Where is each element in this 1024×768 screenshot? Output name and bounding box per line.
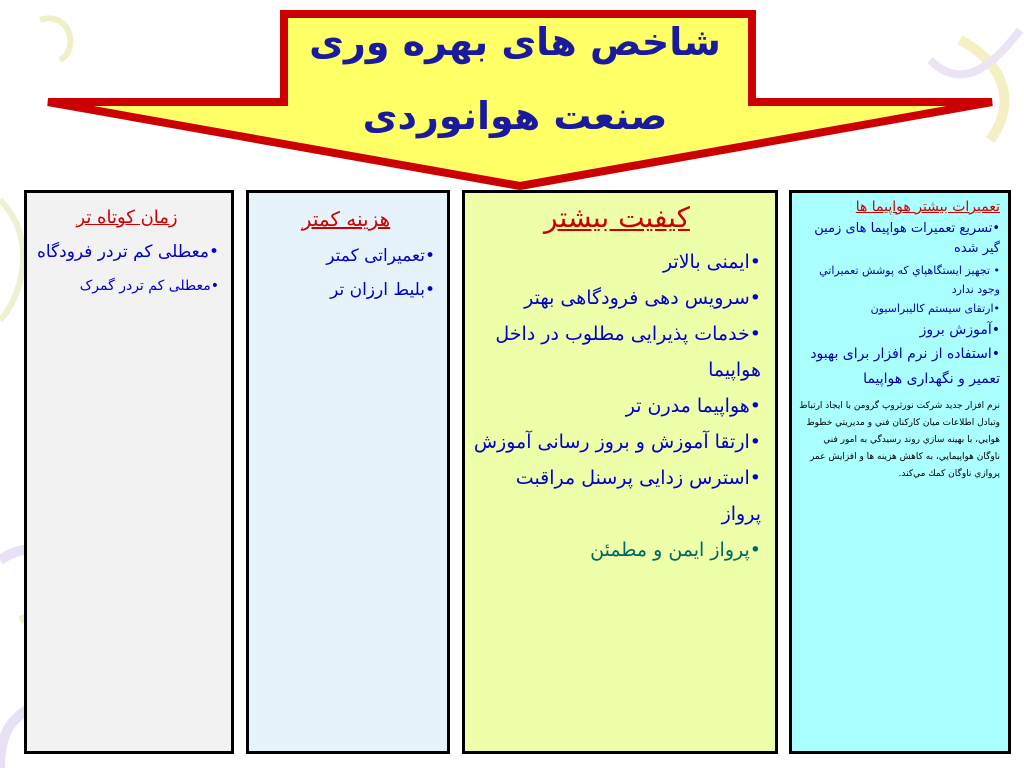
list-item: •ایمنی بالاتر <box>662 251 761 273</box>
title-line-1: شاخص های بهره وری <box>309 20 721 64</box>
list-item: •ارتقا آموزش و بروز رسانی آموزش <box>473 431 761 453</box>
list-item: •استرس زدایی پرسنل مراقبت پرواز <box>515 467 761 525</box>
column-quality <box>462 190 778 754</box>
maintenance-note: نرم افزار جديد شركت نورثروپ گرومن با ايجاد ارتباط وتبادل اطلاعات ميان كاركنان فني و مديريتي خطوط هوايي، با بهينه سازي روند رسيدگي به امور فني ناوگان هواپيمايي، به كاهش هزينه ها و افزايش عمر پروازي ناوگان كمك مي‌كند. <box>799 401 1000 479</box>
list-item: •معطلی کم تردر گمرک <box>79 278 219 294</box>
list-item: •معطلی کم تردر فرودگاه <box>36 242 219 262</box>
list-item: •تسریع تعمیرات هواپیما های زمین گیر شده <box>814 221 1000 256</box>
list-item: •تعمیراتی کمتر <box>326 246 435 266</box>
list-item: •خدمات پذیرایی مطلوب در داخل هواپیما <box>495 323 761 381</box>
column-quality-heading: کیفیت بیشتر <box>544 201 690 234</box>
list-item: • تجهيز ايستگاهپاي كه پوشش تعميراتي وجود ندارد <box>819 264 1000 296</box>
column-time <box>24 190 234 754</box>
list-item: •ارتقای سیستم کالیبراسیون <box>870 302 1000 315</box>
list-item: •استفاده از نرم افزار برای بهبود تعمیر و نگهداری هواپیما <box>810 346 1000 387</box>
list-item: •سرویس دهی فرودگاهی بهتر <box>524 287 761 309</box>
column-cost <box>246 190 450 754</box>
list-item: •آموزش بروز <box>919 322 1000 338</box>
list-item: •هواپیما مدرن تر <box>625 395 761 417</box>
title-line-2: صنعت هوانوردی <box>362 94 668 138</box>
column-cost-heading: هزینه کمتر <box>301 207 391 231</box>
column-maintenance-heading: تعمیرات بیشتر هواپیما ها <box>855 199 1000 215</box>
list-item: •بلیط ارزان تر <box>330 280 435 300</box>
column-maintenance <box>789 190 1011 754</box>
column-time-heading: زمان کوتاه تر <box>76 207 178 228</box>
list-item: •پرواز ایمن و مطمئن <box>590 539 761 561</box>
